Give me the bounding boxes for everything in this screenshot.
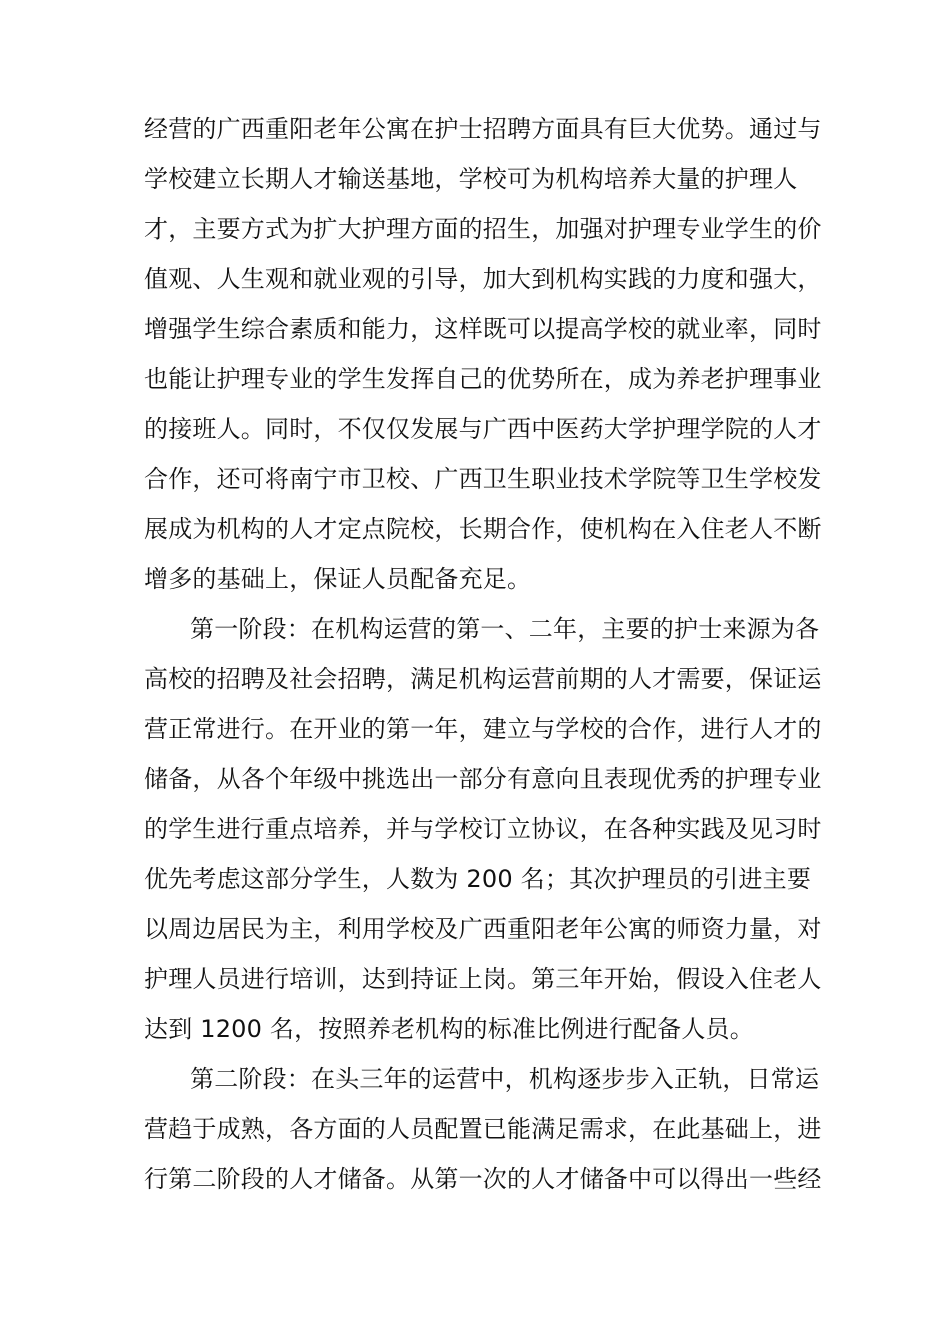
text-line: 高校的招聘及社会招聘，满足机构运营前期的人才需要，保证运 — [144, 665, 822, 693]
text-line: 行第二阶段的人才储备。从第一次的人才储备中可以得出一些经 — [144, 1165, 822, 1193]
text-line: 增强学生综合素质和能力，这样既可以提高学校的就业率，同时 — [144, 315, 822, 343]
paragraph-start-line: 第一阶段：在机构运营的第一、二年，主要的护士来源为各 — [190, 615, 820, 643]
text-line: 储备，从各个年级中挑选出一部分有意向且表现优秀的护理专业 — [144, 765, 822, 793]
text-line: 展成为机构的人才定点院校，长期合作，使机构在入住老人不断 — [144, 515, 822, 543]
text-line: 也能让护理专业的学生发挥自己的优势所在，成为养老护理事业 — [144, 365, 822, 393]
text-line: 以周边居民为主，利用学校及广西重阳老年公寓的师资力量，对 — [144, 915, 822, 943]
text-line: 护理人员进行培训，达到持证上岗。第三年开始，假设入住老人 — [144, 965, 822, 993]
text-line: 增多的基础上，保证人员配备充足。 — [144, 565, 532, 593]
text-line: 优先考虑这部分学生，人数为 200 名；其次护理员的引进主要 — [144, 865, 812, 893]
text-line: 合作，还可将南宁市卫校、广西卫生职业技术学院等卫生学校发 — [144, 465, 822, 493]
text-line: 值观、人生观和就业观的引导，加大到机构实践的力度和强大， — [144, 265, 822, 293]
text-line: 营正常进行。在开业的第一年，建立与学校的合作，进行人才的 — [144, 715, 822, 743]
text-line: 学校建立长期人才输送基地，学校可为机构培养大量的护理人 — [144, 165, 798, 193]
text-line: 经营的广西重阳老年公寓在护士招聘方面具有巨大优势。通过与 — [144, 115, 822, 143]
text-line: 营趋于成熟，各方面的人员配置已能满足需求，在此基础上，进 — [144, 1115, 822, 1143]
text-line: 的学生进行重点培养，并与学校订立协议，在各种实践及见习时 — [144, 815, 822, 843]
text-line: 的接班人。同时，不仅仅发展与广西中医药大学护理学院的人才 — [144, 415, 822, 443]
paragraph-start-line: 第二阶段：在头三年的运营中，机构逐步步入正轨，日常运 — [190, 1065, 820, 1093]
text-line: 达到 1200 名，按照养老机构的标准比例进行配备人员。 — [144, 1015, 754, 1043]
text-line: 才，主要方式为扩大护理方面的招生，加强对护理专业学生的价 — [144, 215, 822, 243]
